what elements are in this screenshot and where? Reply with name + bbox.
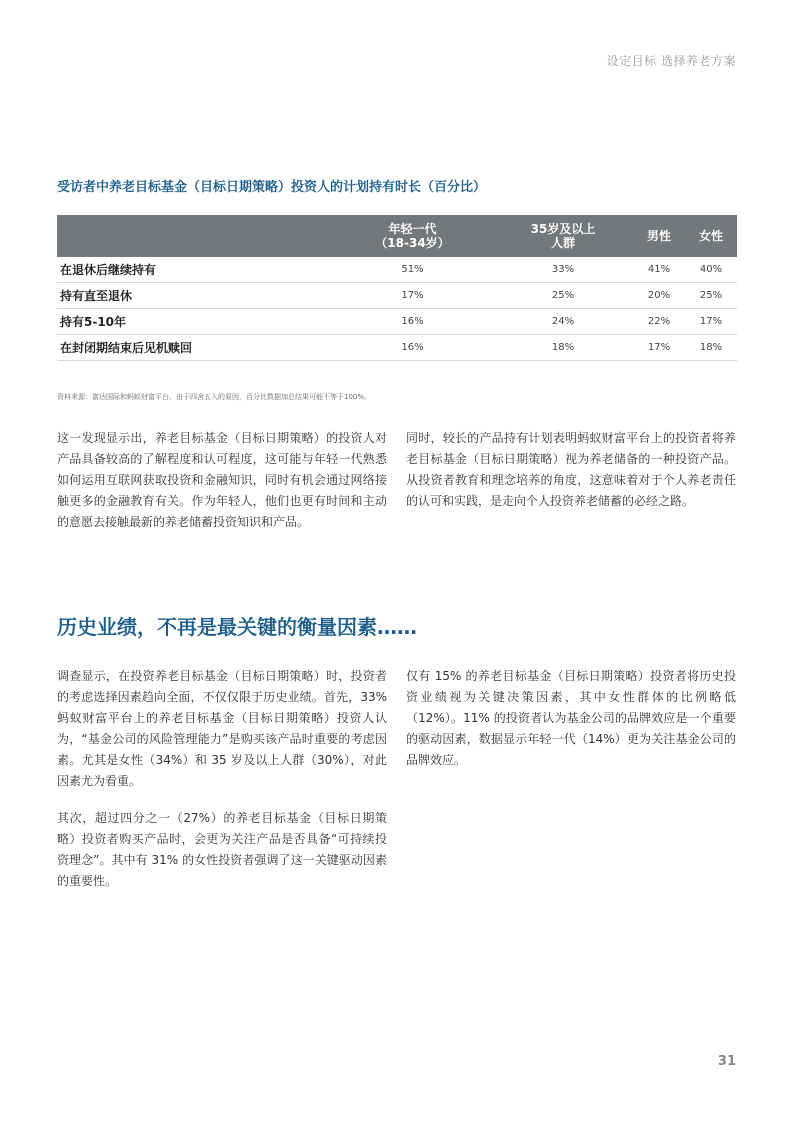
table-cell: 41% bbox=[633, 257, 685, 283]
holding-period-table bbox=[57, 215, 737, 361]
table-row bbox=[57, 283, 737, 309]
table-cell: 33% bbox=[493, 257, 633, 283]
table-cell: 22% bbox=[633, 309, 685, 335]
header-section-title: 设定目标 选择养老方案 bbox=[606, 54, 736, 68]
table-cell: 51% bbox=[332, 257, 493, 283]
table-cell: 16% bbox=[332, 335, 493, 361]
table-row bbox=[57, 335, 737, 361]
table-cell: 25% bbox=[685, 283, 737, 309]
table-cell: 16% bbox=[332, 309, 493, 335]
table-cell: 18% bbox=[493, 335, 633, 361]
table-cell: 24% bbox=[493, 309, 633, 335]
table-header-row bbox=[57, 215, 737, 257]
table-row bbox=[57, 257, 737, 283]
col-header-young: 年轻一代 （18-34岁） bbox=[332, 215, 493, 257]
row-label: 在封闭期结束后见机赎回 bbox=[57, 335, 332, 361]
table-title: 受访者中养老目标基金（目标日期策略）投资人的计划持有时长（百分比） bbox=[57, 180, 487, 195]
table-row bbox=[57, 309, 737, 335]
row-label: 持有5-10年 bbox=[57, 309, 332, 335]
source-note: 资料来源：富达国际和蚂蚁财富平台。由于四舍五入的原因，百分比数据加总结果可能不等于100%。 bbox=[57, 393, 372, 401]
table-cell: 17% bbox=[685, 309, 737, 335]
table-cell: 18% bbox=[685, 335, 737, 361]
col-header-male: 男性 bbox=[633, 215, 685, 257]
table-cell: 17% bbox=[332, 283, 493, 309]
col-header-female: 女性 bbox=[685, 215, 737, 257]
table-cell: 40% bbox=[685, 257, 737, 283]
paragraph-holding-plan: 同时，较长的产品持有计划表明蚂蚁财富平台上的投资者将养老目标基金（目标日期策略）视为养老储备的一种投资产品。从投资者教育和理念培养的角度，这意味着对于个人养老责任的认可和实践，是走向个人投资养老储蓄的必经之路。 bbox=[406, 431, 736, 508]
col-header-35plus: 35岁及以上 人群 bbox=[493, 215, 633, 257]
row-label: 持有直至退休 bbox=[57, 283, 332, 309]
paragraph-sustainable: 其次，超过四分之一（27%）的养老目标基金（目标日期策略）投资者购买产品时，会更为关注产品是否具备“可持续投资理念”。其中有 31% 的女性投资者强调了这一关键驱动因素的重要性。 bbox=[57, 811, 387, 888]
paragraph-performance: 仅有 15% 的养老目标基金（目标日期策略）投资者将历史投资业绩视为关键决策因素，其中女性群体的比例略低（12%）。11% 的投资者认为基金公司的品牌效应是一个重要的驱动因素，数据显示年轻一代（14%）更为关注基金公司的品牌效应。 bbox=[406, 669, 736, 767]
page-number: 31 bbox=[717, 1054, 736, 1069]
table-cell: 25% bbox=[493, 283, 633, 309]
table-cell: 20% bbox=[633, 283, 685, 309]
paragraph-survey: 调查显示，在投资养老目标基金（目标日期策略）时，投资者的考虑选择因素趋向全面，不仅仅限于历史业绩。首先，33% 蚂蚁财富平台上的养老目标基金（目标日期策略）投资人认为，“基金公司的风险管理能力”是购买该产品时重要的考虑因素。尤其是女性（34%）和 35 岁及以上人群（30%），对此因素尤为看重。 bbox=[57, 669, 387, 788]
row-label: 在退休后继续持有 bbox=[57, 257, 332, 283]
table-cell: 17% bbox=[633, 335, 685, 361]
section-heading: 历史业绩，不再是最关键的衡量因素…… bbox=[57, 615, 417, 639]
table-header-blank bbox=[57, 215, 332, 257]
paragraph-finding: 这一发现显示出，养老目标基金（目标日期策略）的投资人对产品具备较高的了解程度和认可程度，这可能与年轻一代熟悉如何运用互联网获取投资和金融知识，同时有机会通过网络接触更多的金融教育有关。作为年轻人，他们也更有时间和主动的意愿去接触最新的养老储蓄投资知识和产品。 bbox=[57, 431, 387, 529]
